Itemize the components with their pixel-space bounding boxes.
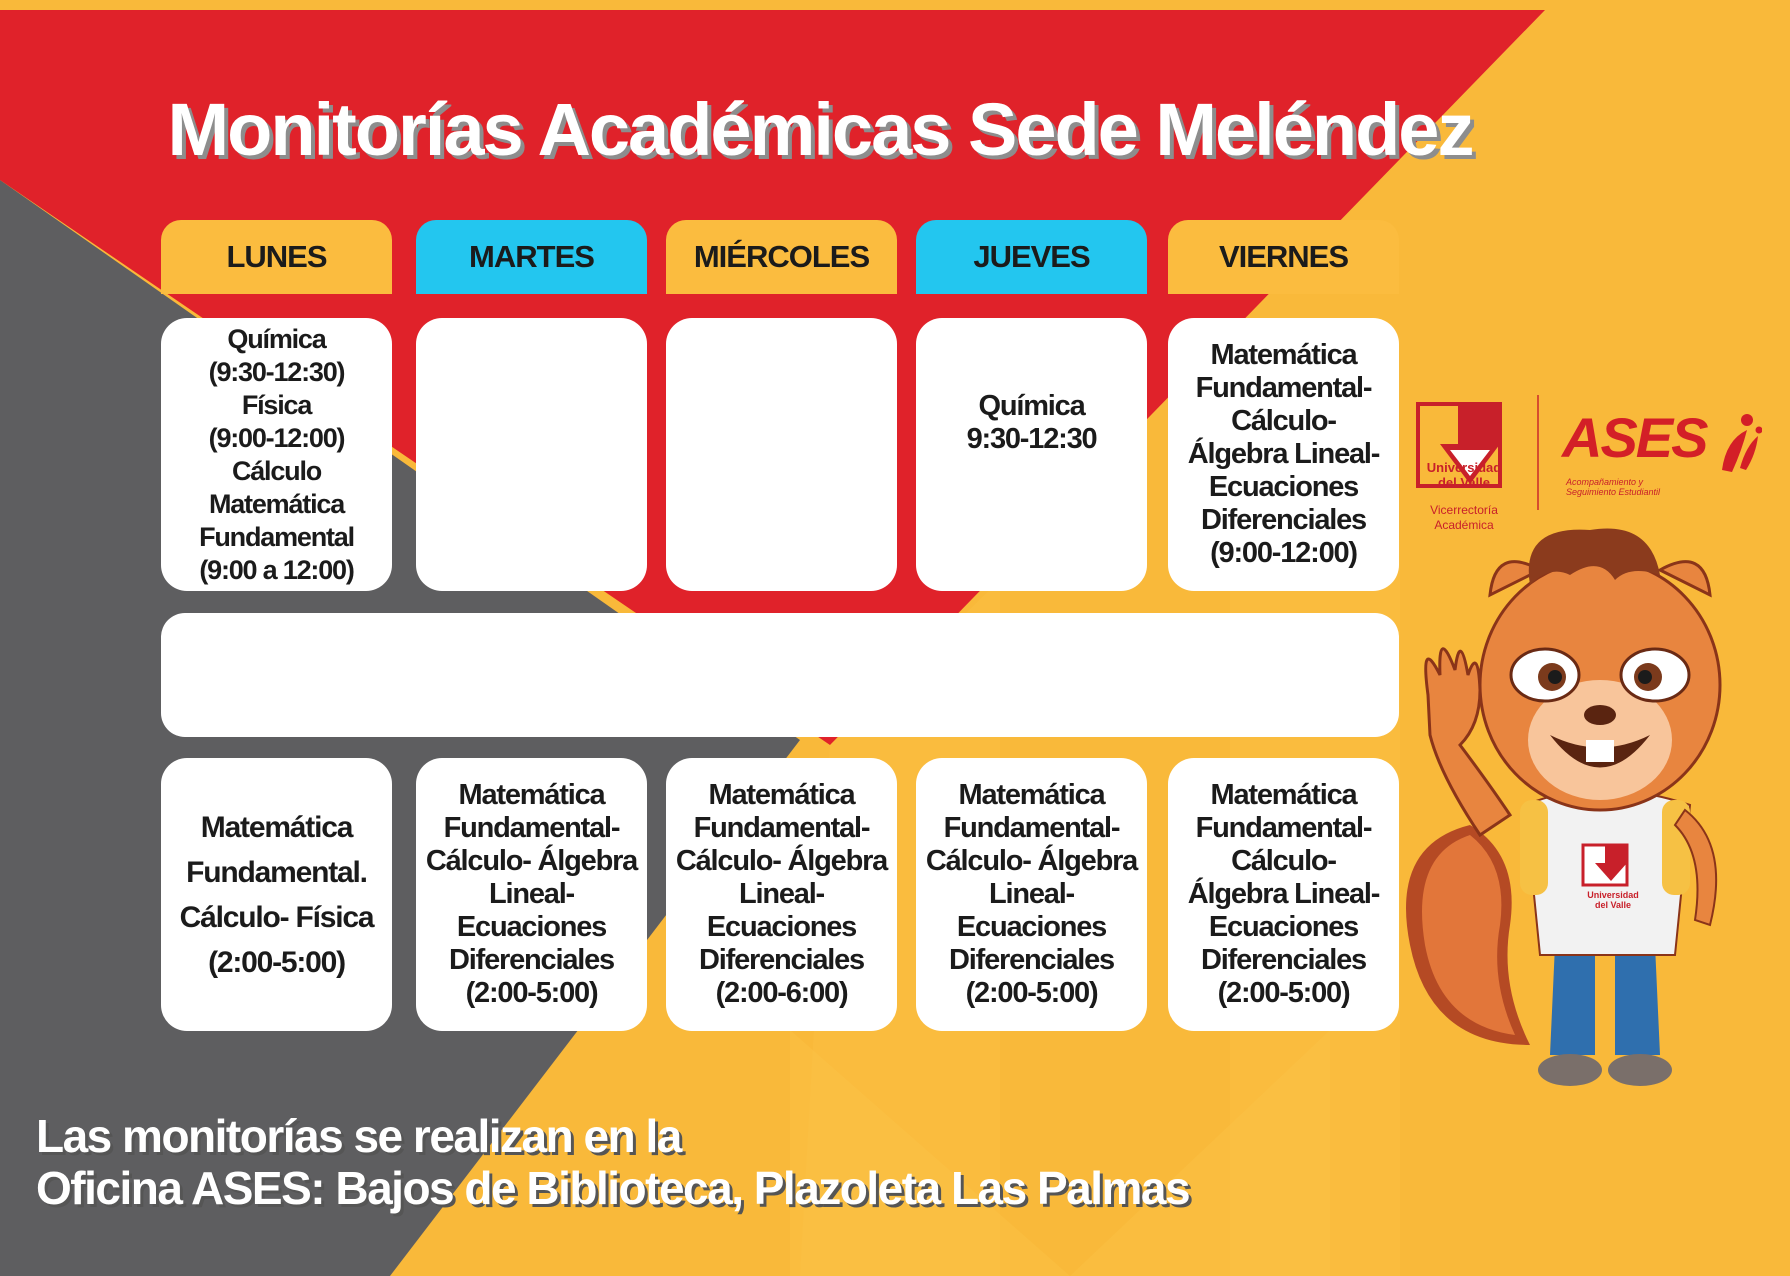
afternoon-cell-miercoles <box>666 758 897 1031</box>
morning-cell-text: Matemática Fundamental- Cálculo- Álgebra Lineal- Ecuaciones Diferenciales (9:00-12:00) <box>1187 339 1380 569</box>
mascot-shirt-text: Universidad del Valle <box>1587 890 1639 910</box>
afternoon-cell-viernes <box>1168 758 1399 1031</box>
afternoon-cell-text: Matemática Fundamental- Cálculo- Álgebra Lineal- Ecuaciones Diferenciales (2:00-5:00) <box>425 779 638 1009</box>
ases-subtitle: Acompañamiento y Seguimiento Estudiantil <box>1566 477 1661 497</box>
morning-cell-text: Química 9:30-12:30 <box>966 390 1097 455</box>
day-tab-miercoles: MIÉRCOLES <box>666 220 897 294</box>
page-title: Monitorías Académicas Sede Meléndez <box>167 88 1473 171</box>
footer-line-2: Oficina ASES: Bajos de Biblioteca, Plazoleta Las Palmas <box>36 1162 1190 1214</box>
afternoon-cell-text: Matemática Fundamental- Cálculo- Álgebra Lineal- Ecuaciones Diferenciales (2:00-5:00) <box>1187 779 1380 1009</box>
afternoon-cell-text: Matemática Fundamental. Cálculo- Física (2:00-5:00) <box>179 810 374 979</box>
squirrel-mascot <box>1400 525 1760 1115</box>
morning-cell-miercoles <box>666 318 897 591</box>
ases-figures-icon <box>1712 410 1762 475</box>
morning-cell-text: Química (9:30-12:30) Física (9:00-12:00) Cálculo Matemática Fundamental (9:00 a 12:00) <box>199 323 354 585</box>
day-tab-martes: MARTES <box>416 220 647 294</box>
univalle-name: Universidad del Valle <box>1426 460 1502 490</box>
day-tab-viernes: VIERNES <box>1168 220 1399 294</box>
morning-cell-jueves <box>916 318 1147 591</box>
logo-divider <box>1537 395 1539 510</box>
location-footer <box>36 1110 1189 1214</box>
footer-line-1: Las monitorías se realizan en la <box>36 1110 681 1162</box>
morning-cell-viernes <box>1168 318 1399 591</box>
ases-logo-text: ASES <box>1562 406 1707 469</box>
afternoon-cell-martes <box>416 758 647 1031</box>
day-tab-jueves: JUEVES <box>916 220 1147 294</box>
afternoon-cell-jueves <box>916 758 1147 1031</box>
morning-cell-lunes <box>161 318 392 591</box>
midday-empty-row <box>161 613 1399 737</box>
afternoon-cell-text: Matemática Fundamental- Cálculo- Álgebra Lineal- Ecuaciones Diferenciales (2:00-5:00) <box>925 779 1138 1009</box>
day-tab-lunes: LUNES <box>161 220 392 294</box>
univalle-subtitle: Vicerrectoría Académica <box>1430 503 1498 532</box>
afternoon-cell-text: Matemática Fundamental- Cálculo- Álgebra Lineal- Ecuaciones Diferenciales (2:00-6:00) <box>675 779 888 1009</box>
afternoon-cell-lunes <box>161 758 392 1031</box>
morning-cell-martes <box>416 318 647 591</box>
